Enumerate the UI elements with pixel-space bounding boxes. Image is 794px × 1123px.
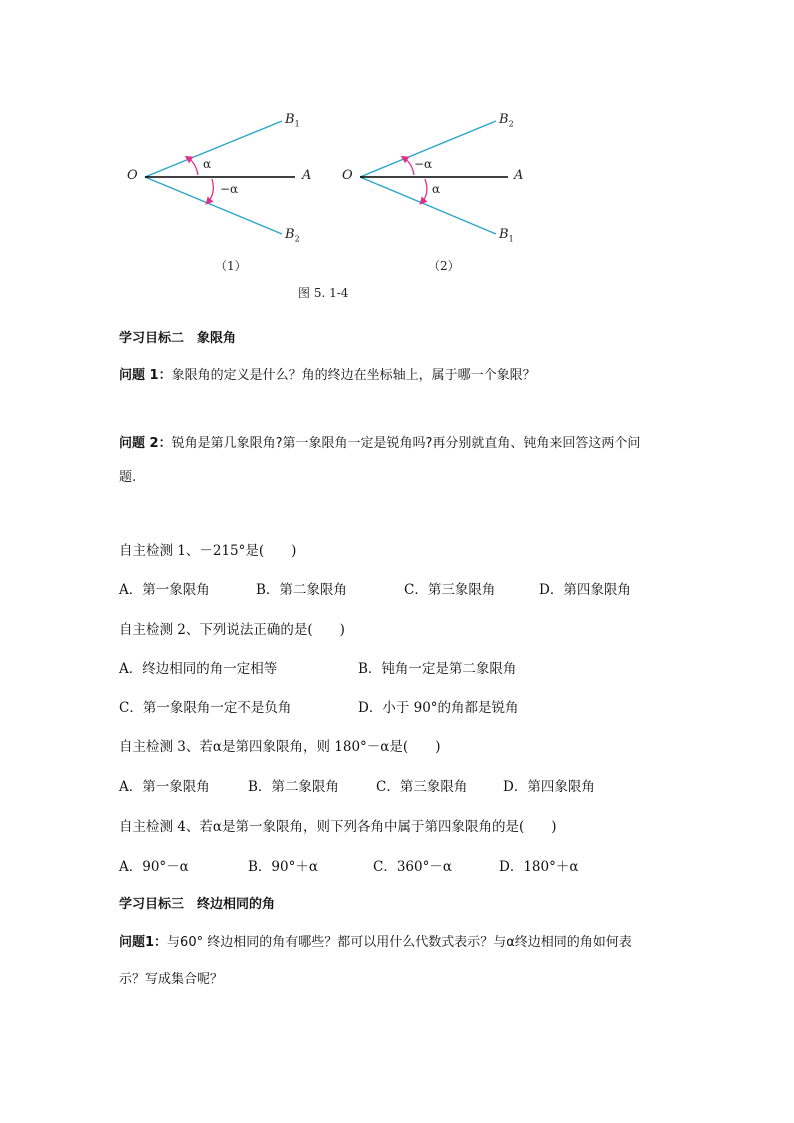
left-arc-neg-alpha <box>208 179 213 202</box>
check-4-stem: 自主检测 4、若α是第一象限角，则下列各角中属于第四象限角的是( ) <box>119 819 557 835</box>
check-1-stem: 自主检测 1、－215°是( ) <box>119 543 297 559</box>
question-label: 问题1： <box>119 935 168 950</box>
check-1-option-c: C．第三象限角 <box>404 582 496 598</box>
check-3-stem: 自主检测 3、若α是第四象限角，则 180°－α是( ) <box>119 739 441 755</box>
question-text: 与60° 终边相同的角有哪些？都可以用什么代数式表示？与α终边相同的角如何表 <box>167 935 632 950</box>
left-label-b2: $B_2$ <box>285 227 300 244</box>
check-2-option-c: C．第一象限角一定不是负角 <box>119 700 292 716</box>
right-arc-neg-alpha <box>404 158 414 175</box>
check-4-option-b: B．90°＋α <box>248 859 318 875</box>
question-text: 象限角的定义是什么？角的终边在坐标轴上，属于哪一个象限？ <box>171 368 536 383</box>
left-ray-b1 <box>145 121 282 177</box>
right-label-o: O <box>342 168 353 183</box>
question-text-continued: 题. <box>119 470 137 485</box>
left-angle-alpha: α <box>203 157 212 171</box>
right-label-b1: $B_1$ <box>499 227 514 244</box>
section2-question-1 <box>119 364 536 383</box>
right-angle-alpha: α <box>432 182 441 196</box>
right-arc-alpha <box>422 179 427 202</box>
check-1-option-b: B．第二象限角 <box>256 582 347 598</box>
check-3-option-b: B．第二象限角 <box>248 779 339 795</box>
check-4-option-c: C．360°－α <box>373 859 452 875</box>
left-arc-alpha <box>188 158 198 175</box>
right-label-b2: $B_2$ <box>499 112 514 129</box>
question-text: 锐角是第几象限角?第一象限角一定是锐角吗?再分别就直角、钝角来回答这两个问 <box>171 436 641 451</box>
check-3-option-c: C．第三象限角 <box>376 779 468 795</box>
check-1-option-a: A．第一象限角 <box>119 582 210 598</box>
figure-svg <box>110 105 550 305</box>
right-caption: （2） <box>428 259 460 273</box>
right-ray-b1 <box>360 177 496 234</box>
check-2-option-d: D．小于 90°的角都是锐角 <box>358 700 519 716</box>
question-label: 问题 2： <box>119 436 172 451</box>
left-label-b1: $B_1$ <box>285 112 300 129</box>
question-label: 问题 1： <box>119 368 172 383</box>
check-3-option-a: A．第一象限角 <box>119 779 210 795</box>
figure-angles <box>110 105 550 305</box>
check-2-option-b: B．钝角一定是第二象限角 <box>358 661 517 677</box>
section3-heading: 学习目标三 终边相同的角 <box>119 897 276 912</box>
question-text-continued: 示？写成集合呢？ <box>119 972 224 987</box>
check-4-option-a: A．90°－α <box>119 859 189 875</box>
check-2-option-a: A．终边相同的角一定相等 <box>119 661 278 677</box>
section2-heading: 学习目标二 象限角 <box>119 331 237 346</box>
left-caption: （1） <box>215 259 247 273</box>
check-2-stem: 自主检测 2、下列说法正确的是( ) <box>119 622 345 638</box>
left-angle-neg-alpha: −α <box>220 182 239 196</box>
figure-caption: 图 5. 1-4 <box>298 286 349 300</box>
check-3-option-d: D．第四象限角 <box>503 779 595 795</box>
right-label-a: A <box>514 168 524 183</box>
right-angle-neg-alpha: −α <box>414 157 433 171</box>
check-4-option-d: D．180°＋α <box>499 859 579 875</box>
section2-question-2 <box>119 432 640 451</box>
left-label-a: A <box>302 168 312 183</box>
section3-question-1 <box>119 931 632 950</box>
left-label-o: O <box>127 168 138 183</box>
check-1-option-d: D．第四象限角 <box>539 582 631 598</box>
